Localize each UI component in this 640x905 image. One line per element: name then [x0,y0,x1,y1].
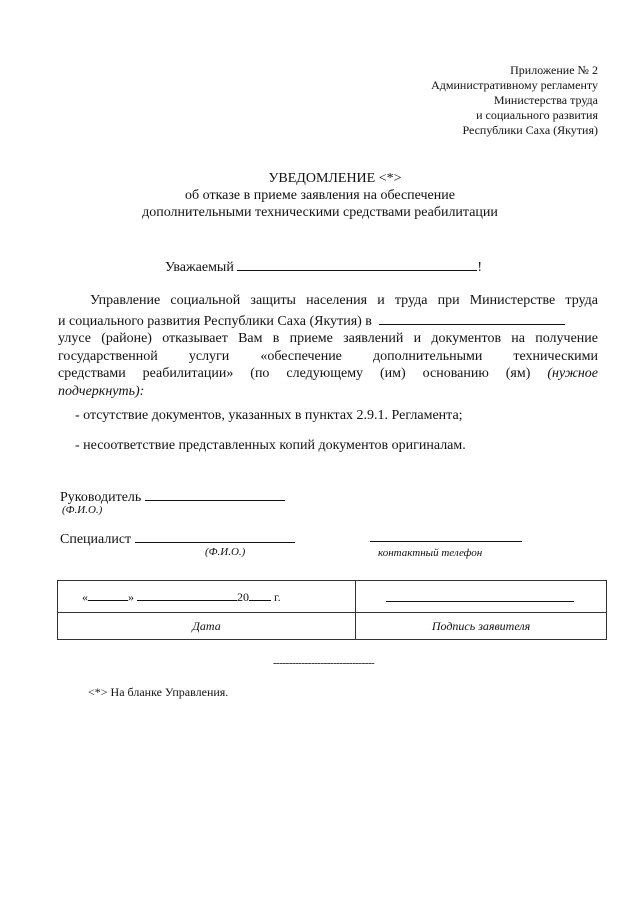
date-close-quote: » [128,590,134,604]
date-fill [82,589,281,605]
appendix-line-4: и социального развития [476,108,598,122]
body-line-1: Управление социальной защиты населения и труда при Министерстве труда [90,293,598,308]
applicant-signature-line [386,590,574,602]
head-caption: (Ф.И.О.) [62,504,103,516]
title-line-2: об отказе в приеме заявления на обеспечение [185,188,455,203]
body-line-5-wrap [58,365,598,383]
year-line [249,589,271,601]
year-suffix: г. [274,590,281,604]
body-line-6: подчеркнуть): [58,383,145,399]
district-name-line [379,310,565,325]
specialist-signature [60,528,295,548]
day-line [88,589,128,601]
specialist-caption: (Ф.И.О.) [205,546,246,558]
greeting-suffix: ! [477,260,483,275]
head-signature [60,486,285,506]
appendix-line-1: Приложение № 2 [510,63,598,77]
title-line-3: дополнительными техническими средствами реабилитации [142,205,498,220]
signature-cell [356,581,607,613]
specialist-label: Специалист [60,532,132,547]
phone-caption: контактный телефон [378,547,483,559]
body-line-5: средствами реабилитации» (по следующему (им) основанию (ям) [58,366,531,381]
body-line-3: улусе (районе) отказывает Вам в приеме заявлений и документов на получение [58,331,598,346]
greeting-prefix: Уважаемый [165,260,234,275]
appendix-line-5: Республики Саха (Якутия) [462,123,598,137]
notice-body [58,292,598,400]
year-prefix: 20 [237,590,249,604]
body-line-5-italic: (нужное [547,366,599,381]
appendix-line-2: Административному регламенту [431,78,598,92]
reason-item: - несоответствие представленных копий документов оригиналам. [75,438,466,453]
month-line [137,589,237,601]
signature-caption: Подпись заявителя [356,613,607,640]
document-title [0,170,640,221]
phone-line [370,541,522,542]
appendix-line-3: Министерства труда [493,93,598,107]
body-line-2-wrap [58,310,598,331]
applicant-signature-table [57,580,607,640]
appendix-header [431,63,598,138]
greeting [165,256,482,276]
recipient-name-line [237,256,477,271]
body-line-2: и социального развития Республики Саха (Якутия) в [58,313,372,329]
date-open-quote: « [82,590,88,604]
footnote: <*> На бланке Управления. [88,685,229,699]
date-caption: Дата [58,613,356,640]
head-signature-line [145,486,285,501]
footnote-separator: -------------------------------- [273,657,375,669]
date-cell [58,581,356,613]
title-heading: УВЕДОМЛЕНИЕ <*> [268,171,402,186]
body-line-4: государственной услуги «обеспечение дополнительными техническими [58,348,598,364]
reason-item: - отсутствие документов, указанных в пунктах 2.9.1. Регламента; [75,408,463,423]
specialist-signature-line [135,528,295,543]
head-label: Руководитель [60,490,142,505]
